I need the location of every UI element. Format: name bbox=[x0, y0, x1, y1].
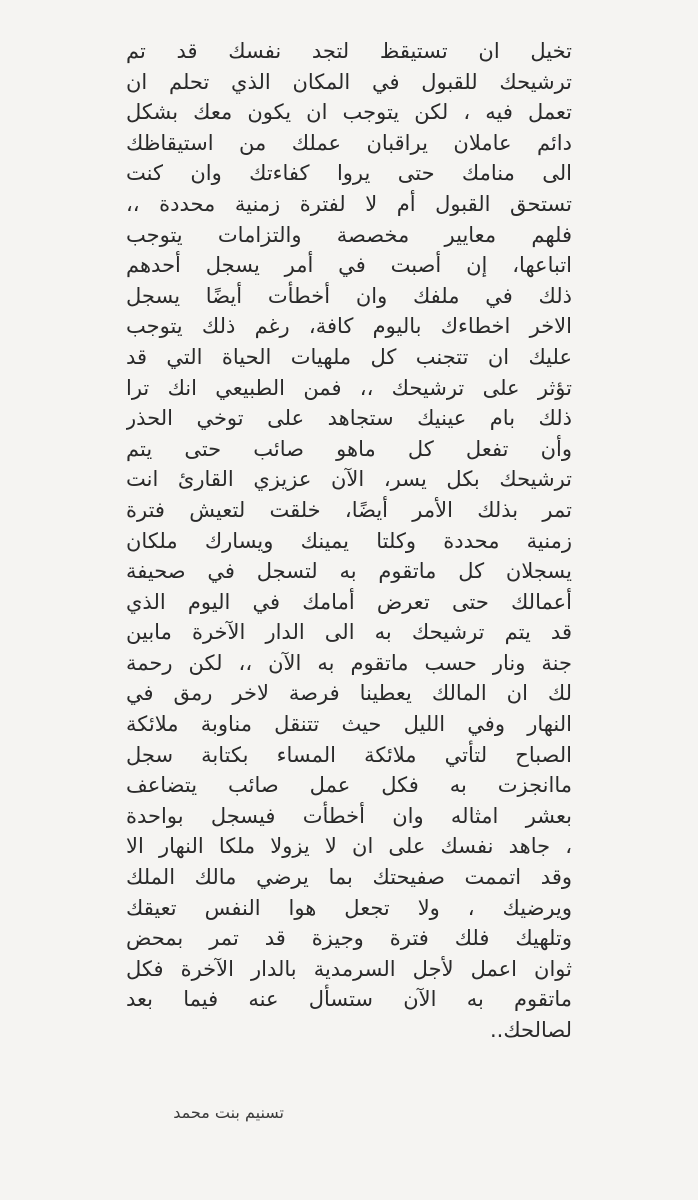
text-line: الصباح لتأتي ملائكة المساء بكتابة سجل bbox=[126, 742, 572, 767]
text-line: زمنية محددة وكلتا يمينك ويسارك ملكان bbox=[126, 528, 572, 553]
text-line: ترشيحك بكل يسر، الآن عزيزي القارئ انت bbox=[126, 467, 572, 492]
text-line: ، جاهد نفسك على ان لا يزولا ملكا النهار الا bbox=[126, 834, 572, 859]
text-line: النهار وفي الليل حيث تتنقل مناوبة ملائكة bbox=[126, 712, 572, 737]
article-text bbox=[126, 36, 572, 1046]
text-line: يسجلان كل ماتقوم به لتسجل في صحيفة bbox=[126, 559, 572, 584]
text-line: أعمالك حتى تعرض أمامك في اليوم الذي bbox=[126, 589, 572, 614]
text-line: وأن تفعل كل ماهو صائب حتى يتم bbox=[126, 436, 572, 461]
text-line: ذلك بام عينيك ستجاهد على توخي الحذر bbox=[126, 406, 572, 431]
text-line: ذلك في ملفك وان أخطأت أيضًا يسجل bbox=[126, 283, 572, 308]
text-line: اتباعها، إن أصبت في أمر يسجل أحدهم bbox=[126, 253, 572, 278]
text-line: عليك ان تتجنب كل ملهيات الحياة التي قد bbox=[126, 344, 572, 369]
text-line: تمر بذلك الأمر أيضًا، خلقت لتعيش فترة bbox=[126, 497, 572, 522]
text-line: لك ان المالك يعطينا فرصة لاخر رمق في bbox=[126, 681, 572, 706]
text-line: ماتقوم به الآن ستسأل عنه فيما بعد bbox=[126, 987, 572, 1012]
text-line: قد يتم ترشيحك به الى الدار الآخرة مابين bbox=[126, 620, 572, 645]
text-line: جنة ونار حسب ماتقوم به الآن ،، لكن رحمة bbox=[126, 650, 572, 675]
text-line: الاخر اخطاءك باليوم كافة، رغم ذلك يتوجب bbox=[126, 314, 572, 339]
text-line: تؤثر على ترشيحك ،، فمن الطبيعي انك ترا bbox=[126, 375, 572, 400]
text-line: بعشر امثاله وان أخطأت فيسجل بواحدة bbox=[126, 803, 572, 828]
text-line: ترشيحك للقبول في المكان الذي تحلم ان bbox=[126, 69, 572, 94]
author-signature: تسنيم بنت محمد bbox=[173, 1103, 284, 1122]
text-line: ماانجزت به فكل عمل صائب يتضاعف bbox=[126, 773, 572, 798]
text-line-last: لصالحك.. bbox=[489, 1018, 572, 1042]
text-line: تعمل فيه ، لكن يتوجب ان يكون معك بشكل bbox=[126, 100, 572, 125]
text-line: وتلهيك فلك فترة وجيزة قد تمر بمحض bbox=[126, 926, 572, 951]
text-line: تخيل ان تستيقظ لتجد نفسك قد تم bbox=[126, 39, 572, 63]
text-line: ثوان اعمل لأجل السرمدية بالدار الآخرة فكل bbox=[126, 956, 572, 981]
text-line: دائم عاملان يراقبان عملك من استيقاظك bbox=[126, 130, 572, 155]
text-line: تستحق القبول أم لا لفترة زمنية محددة ،، bbox=[126, 191, 572, 216]
text-line: فلهم معايير مخصصة والتزامات يتوجب bbox=[126, 222, 572, 247]
text-line: الى منامك حتى يروا كفاءتك وان كنت bbox=[126, 161, 572, 186]
text-line: ويرضيك ، ولا تجعل هوا النفس تعيقك bbox=[126, 895, 572, 920]
text-line: وقد اتممت صفيحتك بما يرضي مالك الملك bbox=[126, 865, 572, 890]
